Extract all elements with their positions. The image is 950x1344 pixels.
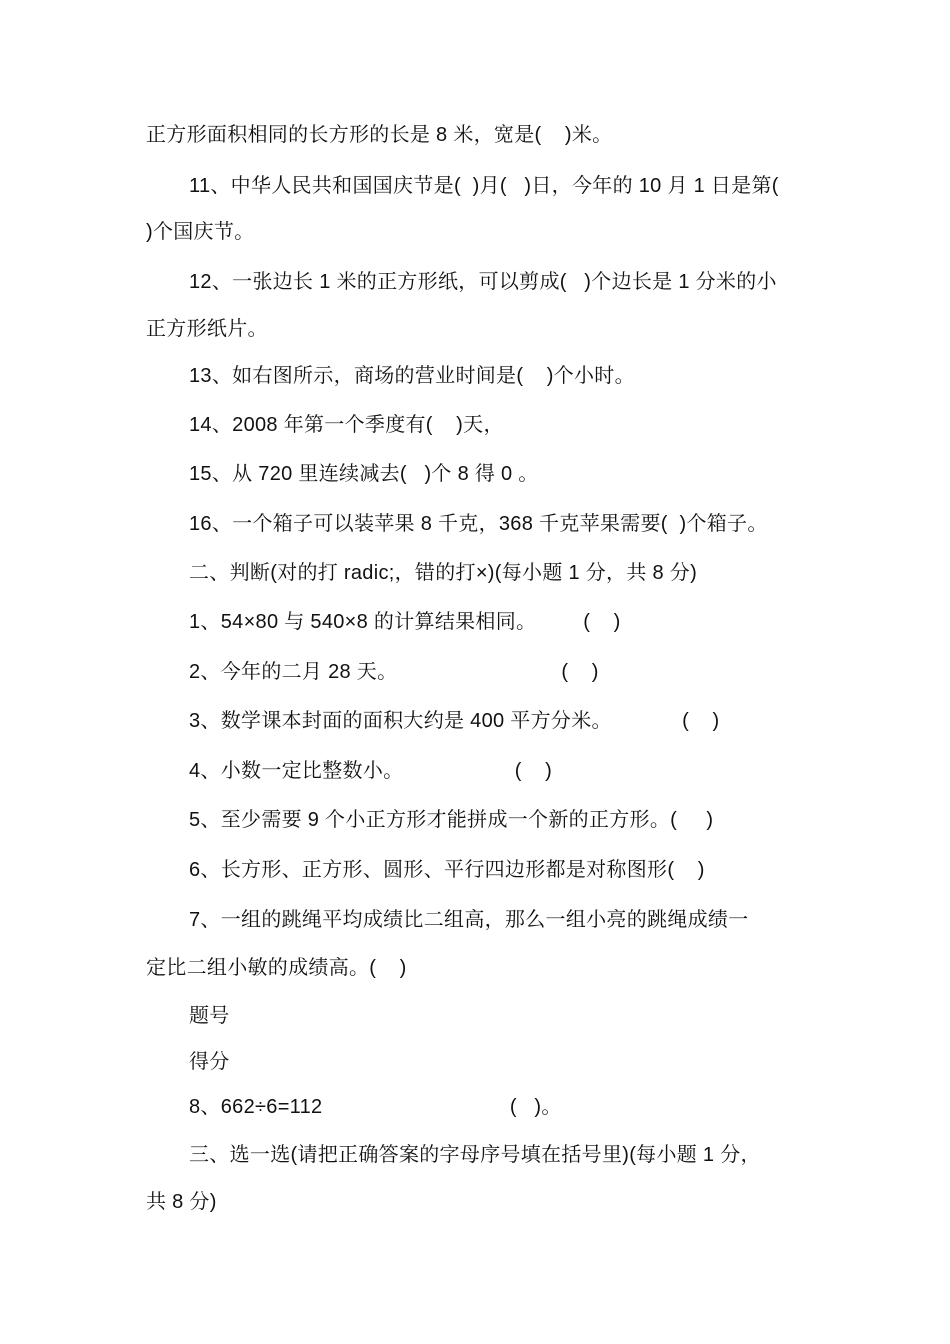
text-line-fill-13: 13、如右图所示，商场的营业时间是( )个小时。	[189, 365, 635, 387]
section-heading-choose-continued: 共 8 分)	[146, 1191, 217, 1213]
text-line-judge-2: 2、今年的二月 28 天。 ( )	[189, 661, 599, 683]
section-heading-judge: 二、判断(对的打 radic;，错的打×)(每小题 1 分，共 8 分)	[189, 562, 698, 584]
text-line-fill-15: 15、从 720 里连续减去( )个 8 得 0 。	[189, 463, 539, 485]
text-line-fill-10-continued: 正方形面积相同的长方形的长是 8 米，宽是( )米。	[146, 124, 613, 146]
text-line-judge-7-continued: 定比二组小敏的成绩高。( )	[146, 957, 407, 979]
text-line-judge-4: 4、小数一定比整数小。 ( )	[189, 760, 553, 782]
text-line-judge-1: 1、54×80 与 540×8 的计算结果相同。 ( )	[189, 611, 621, 633]
text-line-judge-3: 3、数学课本封面的面积大约是 400 平方分米。 ( )	[189, 710, 720, 732]
text-line-fill-12: 12、一张边长 1 米的正方形纸，可以剪成( )个边长是 1 分米的小	[189, 271, 777, 293]
text-line-fill-12-continued: 正方形纸片。	[146, 318, 268, 340]
text-line-fill-14: 14、2008 年第一个季度有( )天，	[189, 414, 504, 436]
text-line-fill-11-continued: )个国庆节。	[146, 221, 255, 243]
text-line-judge-7: 7、一组的跳绳平均成绩比二组高，那么一组小亮的跳绳成绩一	[189, 909, 749, 931]
text-line-fill-16: 16、一个箱子可以装苹果 8 千克，368 千克苹果需要( )个箱子。	[189, 513, 768, 535]
table-label-question-number: 题号	[189, 1005, 230, 1027]
text-line-judge-5: 5、至少需要 9 个小正方形才能拼成一个新的正方形。( )	[189, 809, 714, 831]
text-line-judge-6: 6、长方形、正方形、圆形、平行四边形都是对称图形( )	[189, 859, 705, 881]
text-line-fill-11: 11、中华人民共和国国庆节是( )月( )日，今年的 10 月 1 日是第(	[189, 175, 779, 197]
text-line-judge-8: 8、662÷6=112 ( )。	[189, 1096, 562, 1118]
section-heading-choose: 三、选一选(请把正确答案的字母序号填在括号里)(每小题 1 分，	[189, 1144, 761, 1166]
table-label-score: 得分	[189, 1051, 230, 1073]
